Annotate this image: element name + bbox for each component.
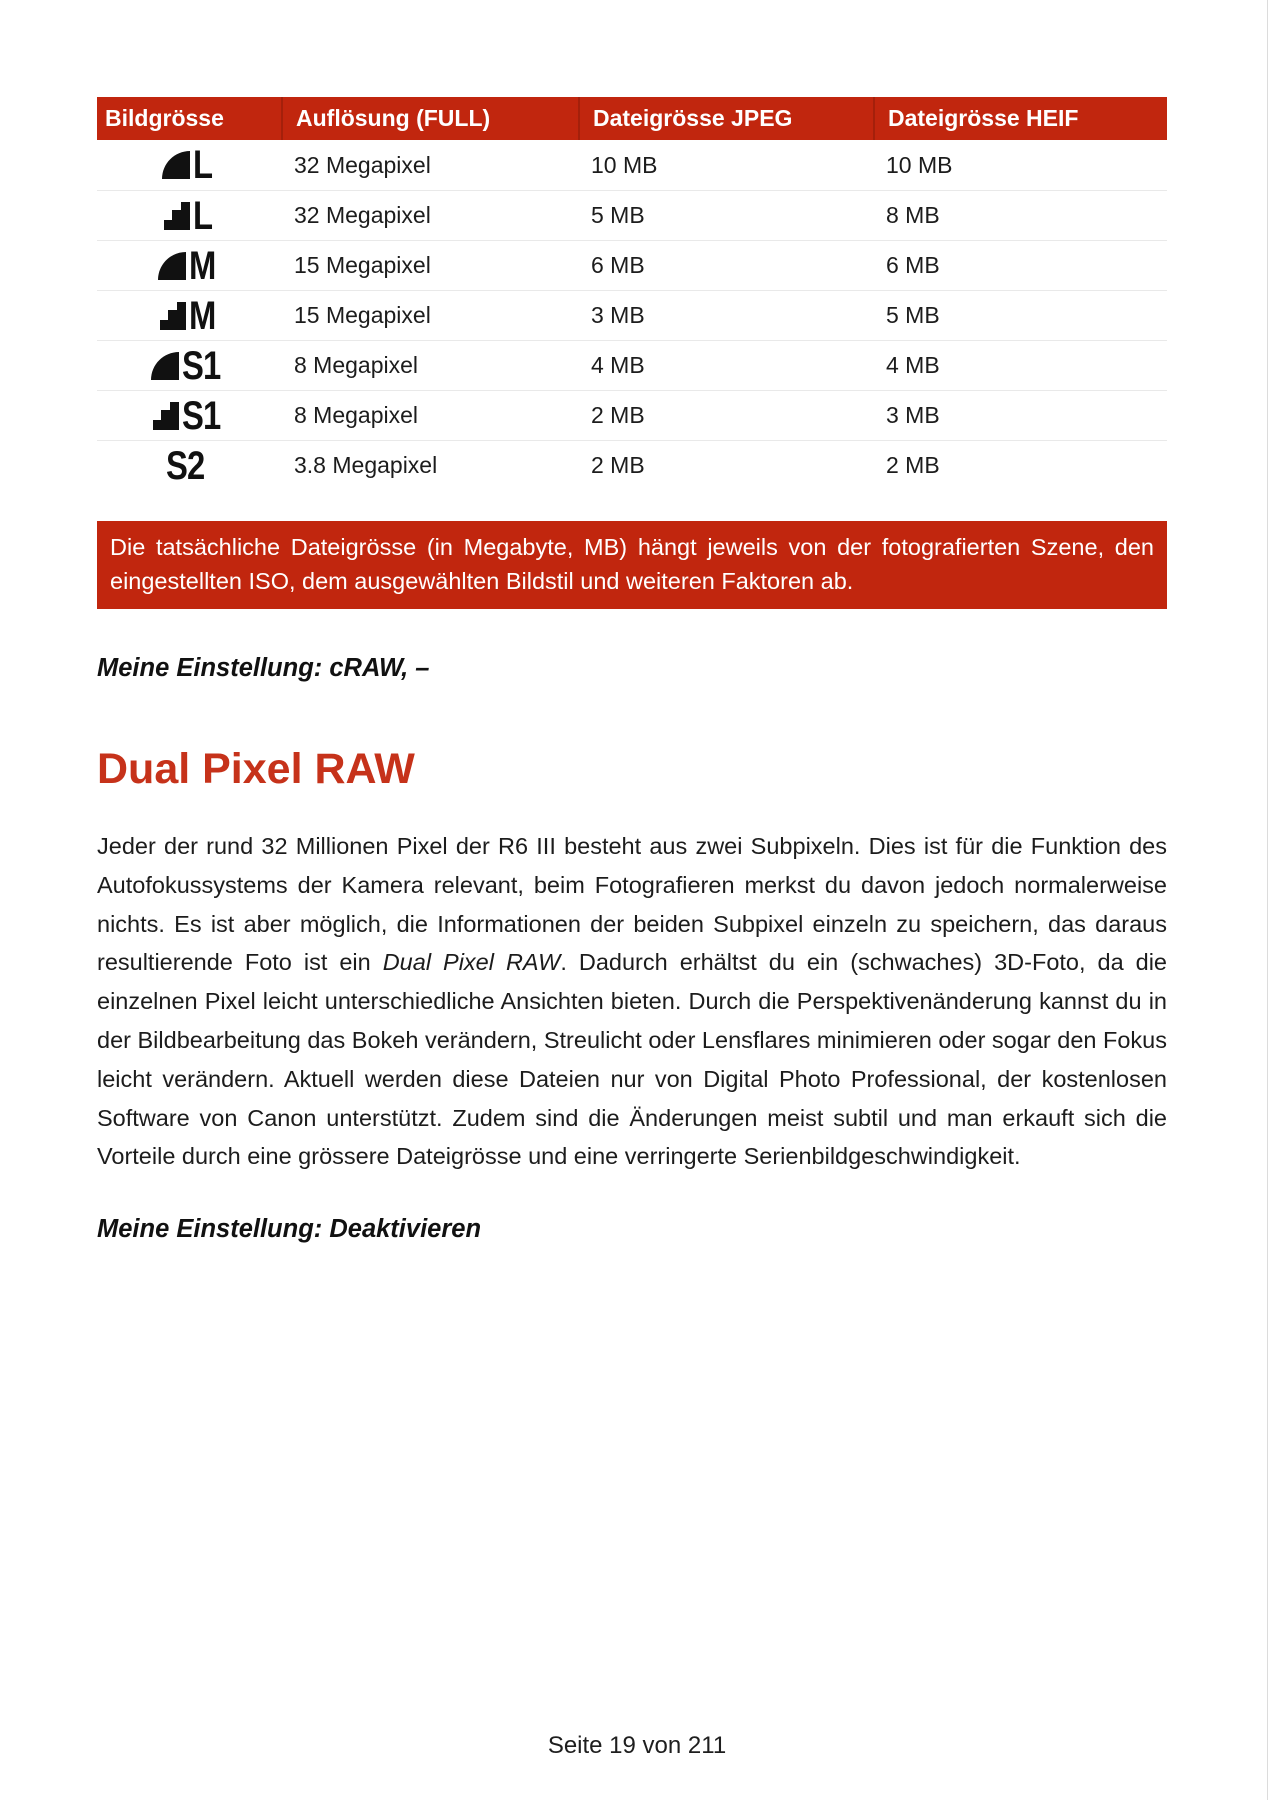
table-row (97, 390, 1167, 440)
page-edge-line (1267, 0, 1268, 1800)
heif-size-cell: 4 MB (886, 352, 940, 378)
resolution-cell: 32 Megapixel (294, 151, 431, 178)
resolution-cell: 8 Megapixel (294, 402, 419, 428)
heif-size-cell: 10 MB (886, 151, 953, 178)
heif-size-cell: 8 MB (886, 202, 940, 228)
column-header: Bildgrösse (105, 105, 224, 131)
quality-fine-icon (157, 251, 187, 281)
image-size-cell (97, 343, 281, 388)
size-letter: S1 (181, 343, 221, 388)
jpeg-size-cell: 2 MB (591, 452, 645, 478)
image-size-symbol (157, 293, 221, 338)
size-letter: M (188, 243, 216, 288)
column-header: Auflösung (FULL) (281, 97, 578, 140)
image-size-cell (97, 145, 281, 185)
section-heading: Dual Pixel RAW (97, 745, 415, 793)
size-letter: S2 (165, 443, 205, 488)
resolution-cell: 3.8 Megapixel (294, 452, 438, 478)
heif-size-cell: 2 MB (886, 452, 940, 478)
callout-text: Die tatsächliche Dateigrösse (in Megabyte, MB) hängt jeweils von der fotografierten Szene, den eingestellten ISO, dem ausgewählten Bildstil und weiteren Faktoren ab. (110, 534, 1154, 594)
image-size-symbol (161, 193, 216, 238)
heif-size-cell: 5 MB (886, 302, 940, 328)
quality-normal-icon (157, 301, 187, 331)
quality-normal-icon (150, 401, 180, 431)
paragraph-segment: . Dadurch erhältst du ein (schwaches) 3D-Foto, da die einzelnen Pixel leicht unterschiedliche Ansichten bieten. Durch die Perspektivenänderung kannst du in der Bildbearbeitung das Bokeh verändern, Streulicht oder Lensflares minimieren oder sogar den Fokus leicht verändern. Aktuell werden diese Dateien nur von Digital Photo Professional, der kostenlosen Software von Canon unterstützt. Zudem sind die Änderungen meist subtil und man erkauft sich die Vorteile durch eine grössere Dateigrösse und eine verringerte Serienbildgeschwindigkeit. (97, 949, 1168, 1170)
paragraph-italic-segment: Dual Pixel RAW (382, 949, 561, 976)
column-header: Dateigrösse JPEG (578, 97, 873, 140)
image-size-symbol (161, 145, 216, 185)
quality-fine-icon (150, 351, 180, 381)
body-paragraph (97, 827, 1167, 1176)
image-size-cell (97, 193, 281, 238)
heif-size-cell: 3 MB (886, 402, 940, 428)
image-size-symbol (150, 343, 229, 388)
size-letter: S1 (181, 393, 221, 438)
table-row (97, 240, 1167, 290)
size-letter: L (193, 143, 213, 187)
jpeg-size-cell: 3 MB (591, 302, 645, 328)
size-letter: L (193, 193, 213, 238)
image-size-cell (97, 443, 281, 488)
jpeg-size-cell: 5 MB (591, 202, 645, 228)
image-size-cell (97, 393, 281, 438)
table-body (97, 140, 1167, 490)
image-size-symbol (150, 393, 229, 438)
heif-size-cell: 6 MB (886, 252, 940, 278)
resolution-cell: 8 Megapixel (294, 352, 419, 378)
table-row (97, 190, 1167, 240)
resolution-cell: 15 Megapixel (294, 252, 431, 278)
image-size-cell (97, 293, 281, 338)
resolution-cell: 15 Megapixel (294, 302, 431, 328)
image-size-symbol (165, 443, 213, 488)
table-header-row (97, 97, 1167, 140)
image-size-cell (97, 243, 281, 288)
quality-fine-icon (161, 150, 191, 180)
image-size-table (97, 97, 1167, 490)
table-row (97, 140, 1167, 190)
file-size-callout (97, 521, 1167, 609)
size-letter: M (188, 293, 216, 338)
page-content (97, 97, 1167, 1244)
jpeg-size-cell: 10 MB (591, 151, 658, 178)
setting-note-deactivate: Meine Einstellung: Deaktivieren (97, 1215, 482, 1244)
setting-note-craw: Meine Einstellung: cRAW, – (97, 654, 430, 682)
jpeg-size-cell: 4 MB (591, 352, 645, 378)
image-size-symbol (157, 243, 221, 288)
jpeg-size-cell: 2 MB (591, 402, 645, 428)
table-row (97, 440, 1167, 490)
paragraph-segment: Jeder der rund 32 Millionen Pixel der R6 III besteht aus zwei Subpixeln. Dies ist für die Funktion des Autofokussystems der Kamera relevant, beim Fotografieren merkst du davon jedoch normalerweise nichts. Es ist aber möglich, die Informationen der beiden Subpixel einzeln zu speichern, das daraus resultierende Foto ist ein (97, 833, 1167, 976)
quality-normal-icon (161, 201, 191, 231)
page-number: Seite 19 von 211 (547, 1732, 727, 1759)
column-header: Dateigrösse HEIF (873, 97, 1167, 140)
table-row (97, 340, 1167, 390)
jpeg-size-cell: 6 MB (591, 252, 645, 278)
table-row (97, 290, 1167, 340)
resolution-cell: 32 Megapixel (294, 202, 431, 228)
